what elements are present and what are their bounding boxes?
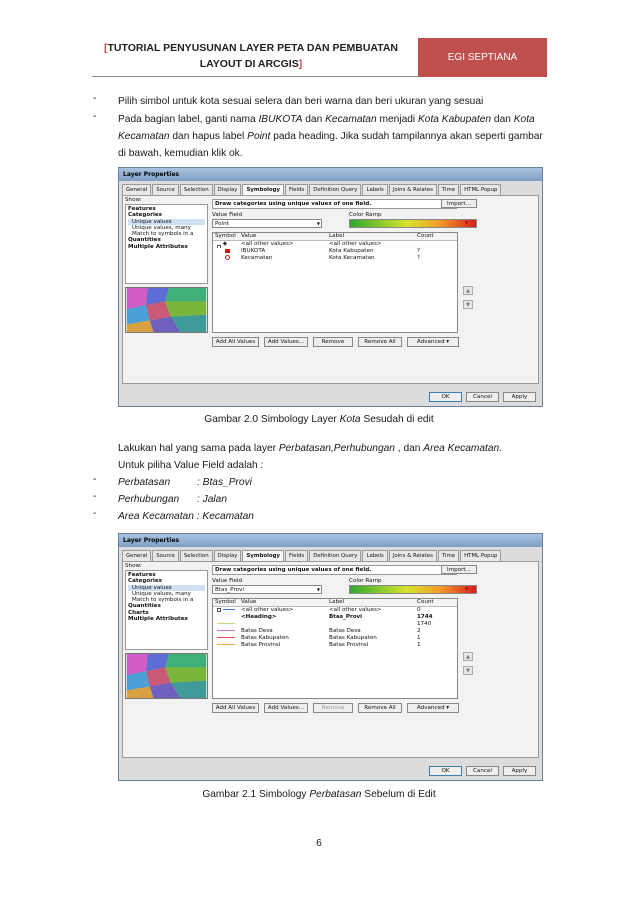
show-tree (125, 204, 208, 284)
tab-joins-relates[interactable]: Joins & Relates (389, 184, 437, 195)
tree-item-features[interactable]: Features (128, 572, 156, 578)
cancel-button[interactable]: Cancel (466, 766, 499, 776)
value-field-select[interactable]: Btas_Provi ▼ (212, 585, 322, 594)
show-label: Show: (125, 563, 142, 569)
col-symbol: Symbol (215, 233, 236, 239)
circle-symbol-icon (225, 255, 230, 260)
apply-button[interactable]: Apply (503, 392, 536, 402)
field-item-value: : Btas_Provi (197, 477, 252, 488)
table-header (213, 233, 457, 241)
header-title: [TUTORIAL PENYUSUNAN LAYER PETA DAN PEMBUATAN LAYOUT DI ARCGIS] (103, 42, 399, 70)
tree-item-match-symbols[interactable]: Match to symbols in a (132, 597, 194, 604)
import-button[interactable]: Import... (441, 565, 477, 574)
tab-general[interactable]: General (122, 550, 151, 561)
tree-item-charts[interactable]: Charts (128, 609, 149, 616)
reorder-controls (463, 286, 475, 314)
field-item-perhubungan: Perhubungan (118, 494, 180, 505)
dialog-tabs (122, 184, 539, 195)
remove-all-button[interactable]: Remove All (358, 337, 402, 347)
line-symbol-icon (217, 644, 235, 645)
value-buttons (212, 703, 464, 713)
instruction-line-1: Lakukan hal yang sama pada layer Perbatasan,Perhubungan , dan Area Kecamatan. (118, 443, 503, 454)
advanced-button[interactable]: Advanced ▾ (407, 703, 459, 713)
tab-display[interactable]: Display (214, 184, 242, 195)
remove-all-button[interactable]: Remove All (358, 703, 402, 713)
col-value: Value (241, 233, 257, 239)
tab-html-popup[interactable]: HTML Popup (460, 550, 501, 561)
tab-labels[interactable]: Labels (362, 550, 387, 561)
dialog-actions (425, 392, 536, 402)
color-ramp-select[interactable] (349, 219, 477, 228)
remove-button[interactable]: Remove (313, 703, 353, 713)
table-row[interactable]: Batas Provinsi Batas Provinsi 1 (213, 642, 457, 649)
tab-fields[interactable]: Fields (285, 550, 308, 561)
tab-labels[interactable]: Labels (362, 184, 387, 195)
field-item-perbatasan: Perbatasan (118, 477, 171, 488)
show-tree (125, 570, 208, 650)
table-row[interactable]: Batas Kabupaten Batas Kabupaten 1 (213, 635, 457, 642)
tab-time[interactable]: Time (438, 550, 459, 561)
tab-symbology[interactable]: Symbology (242, 184, 284, 195)
table-row[interactable]: Batas Desa Batas Desa 2 (213, 628, 457, 635)
symbol-table (212, 598, 458, 699)
add-values-button[interactable]: Add Values... (264, 337, 308, 347)
line-symbol-icon (217, 623, 235, 624)
tab-general[interactable]: General (122, 184, 151, 195)
add-all-values-button[interactable]: Add All Values (212, 703, 259, 713)
col-label: Label (329, 599, 345, 605)
bullet-1: Pilih simbol untuk kota sesuai selera dan beri warna dan beri ukuran yang sesuai (118, 96, 484, 107)
tree-item-multiple-attributes[interactable]: Multiple Attributes (128, 616, 188, 623)
arrow-up-icon[interactable]: ▲ (463, 652, 473, 661)
table-row[interactable]: 1740 (213, 621, 457, 628)
dialog-actions (425, 766, 536, 776)
draw-categories-header: Draw categories using unique values of one field. (212, 565, 457, 575)
tab-selection[interactable]: Selection (180, 550, 213, 561)
legend-map-thumbnail (125, 653, 208, 699)
tree-item-match-symbols[interactable]: Match to symbols in a (132, 231, 194, 238)
tree-item-categories[interactable]: Categories (128, 212, 162, 219)
dialog-title: Layer Properties (119, 168, 542, 181)
bullet-dash: - (93, 474, 97, 485)
show-label: Show: (125, 197, 142, 203)
tree-item-unique-values[interactable]: Unique values (128, 219, 205, 225)
tree-item-unique-values[interactable]: Unique values (128, 585, 205, 591)
table-row[interactable]: Kecamatan Kota Kecamatan ? (213, 255, 457, 262)
table-row[interactable]: <Heading> Btas_Provi 1744 (241, 614, 433, 620)
bullet-dash: - (93, 508, 97, 519)
tab-symbology[interactable]: Symbology (242, 550, 284, 561)
table-header (213, 599, 457, 607)
legend-map-thumbnail (125, 287, 208, 333)
tab-time[interactable]: Time (438, 184, 459, 195)
bullet-dash: - (93, 111, 97, 122)
cancel-button[interactable]: Cancel (466, 392, 499, 402)
page-header (92, 38, 547, 80)
chevron-down-icon[interactable]: ▼ (465, 586, 469, 591)
col-value: Value (241, 599, 257, 605)
symbol-table (212, 232, 458, 333)
symbology-panel (122, 561, 539, 758)
tab-display[interactable]: Display (214, 550, 242, 561)
tab-source[interactable]: Source (152, 184, 179, 195)
chevron-down-icon[interactable]: ▼ (465, 220, 469, 225)
instruction-line-2: Untuk piliha Value Field adalah : (118, 460, 264, 471)
figure-2-caption: Gambar 2.1 Simbology Perbatasan Sebelum di Edit (202, 789, 436, 800)
add-all-values-button[interactable]: Add All Values (212, 337, 259, 347)
draw-categories-header: Draw categories using unique values of one field. (212, 199, 457, 209)
line-symbol-icon (217, 637, 235, 638)
advanced-button[interactable]: Advanced ▾ (407, 337, 459, 347)
apply-button[interactable]: Apply (503, 766, 536, 776)
arrow-down-icon[interactable]: ▼ (463, 300, 473, 309)
tree-item-unique-values-many[interactable]: Unique values, many (132, 224, 191, 231)
bullet-dash: - (93, 93, 97, 104)
tree-item-quantities[interactable]: Quantities (128, 237, 161, 244)
remove-button[interactable]: Remove (313, 337, 353, 347)
field-item-area-kecamatan: Area Kecamatan : Kecamatan (118, 511, 254, 522)
square-symbol-icon (225, 249, 230, 253)
value-buttons (212, 337, 464, 347)
header-rule (92, 76, 418, 77)
table-row[interactable]: <all other values> <all other values> 0 (213, 607, 457, 614)
tab-joins-relates[interactable]: Joins & Relates (389, 550, 437, 561)
col-symbol: Symbol (215, 599, 236, 605)
ok-button[interactable]: OK (429, 392, 462, 402)
header-author: EGI SEPTIANA (418, 38, 547, 77)
col-count: Count (417, 233, 434, 239)
line-symbol-icon (217, 630, 235, 631)
tree-item-unique-values-many[interactable]: Unique values, many (132, 590, 191, 597)
arrow-up-icon[interactable]: ▲ (463, 286, 473, 295)
checkbox-icon[interactable] (217, 608, 221, 612)
line-symbol-icon (223, 609, 235, 610)
figure-1-caption: Gambar 2.0 Simbology Layer Kota Sesudah di edit (204, 414, 434, 425)
tab-definition-query[interactable]: Definition Query (309, 550, 361, 561)
col-label: Label (329, 233, 345, 239)
point-symbol-icon: ◆ (222, 241, 228, 247)
reorder-controls (463, 652, 475, 680)
value-field-select[interactable]: Point ▼ (212, 219, 322, 228)
ok-button[interactable]: OK (429, 766, 462, 776)
color-ramp-select[interactable] (349, 585, 477, 594)
tab-selection[interactable]: Selection (180, 184, 213, 195)
dialog-tabs (122, 550, 539, 561)
bullet-2: Pada bagian label, ganti nama IBUKOTA dan Kecamatan menjadi Kota Kabupaten dan Kota Kecamatan dan hapus label Point pada heading. Jika sudah tampilannya akan seperti gambar di bawah, kemudian klik ok. (118, 114, 543, 159)
tree-item-categories[interactable]: Categories (128, 578, 162, 585)
field-item-value: : Jalan (197, 494, 228, 505)
tree-item-multiple-attributes[interactable]: Multiple Attributes (128, 243, 188, 250)
table-row[interactable]: ◆ <all other values> <all other values> (213, 241, 457, 248)
tree-item-features[interactable]: Features (128, 206, 156, 212)
value-field-label: Value Field (212, 578, 243, 584)
tree-item-quantities[interactable]: Quantities (128, 603, 161, 610)
tab-fields[interactable]: Fields (285, 184, 308, 195)
page-number: 6 (316, 838, 322, 849)
table-row[interactable]: IBUKOTA Kota Kabupaten ? (213, 248, 457, 255)
import-button[interactable]: Import... (441, 199, 477, 208)
bullet-dash: - (93, 491, 97, 502)
color-ramp-label: Color Ramp (349, 578, 382, 584)
tab-definition-query[interactable]: Definition Query (309, 184, 361, 195)
dialog-title: Layer Properties (119, 534, 542, 547)
layer-properties-dialog-2 (118, 533, 543, 781)
color-ramp-label: Color Ramp (349, 212, 382, 218)
tab-source[interactable]: Source (152, 550, 179, 561)
add-values-button[interactable]: Add Values... (264, 703, 308, 713)
value-field-label: Value Field (212, 212, 243, 218)
symbology-panel (122, 195, 539, 384)
col-count: Count (417, 599, 434, 605)
arrow-down-icon[interactable]: ▼ (463, 666, 473, 675)
tab-html-popup[interactable]: HTML Popup (460, 184, 501, 195)
layer-properties-dialog-1 (118, 167, 543, 407)
